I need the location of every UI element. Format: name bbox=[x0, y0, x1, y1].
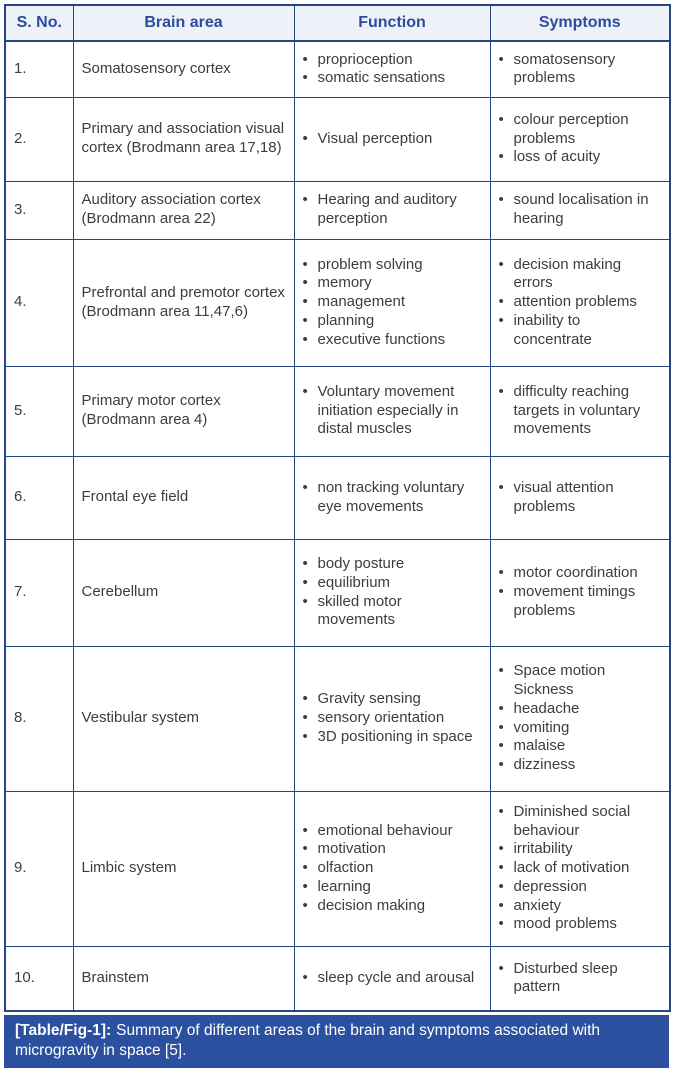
bullet-item bbox=[303, 709, 482, 728]
bullet-item bbox=[499, 840, 662, 859]
sno-cell bbox=[5, 181, 73, 239]
symptoms-cell bbox=[490, 181, 670, 239]
bullet-dot-icon: • bbox=[302, 840, 308, 858]
bullet-dot-icon: • bbox=[498, 255, 504, 273]
bullet-dot-icon: • bbox=[498, 311, 504, 329]
function-cell bbox=[294, 239, 490, 366]
bullet-item bbox=[303, 69, 482, 88]
bullet-dot-icon: • bbox=[302, 690, 308, 708]
bullet-text: depression bbox=[513, 877, 587, 895]
bullet-item bbox=[499, 148, 662, 167]
symptoms-cell bbox=[490, 366, 670, 456]
bullet-dot-icon: • bbox=[302, 69, 308, 87]
bullet-text: problem solving bbox=[317, 255, 423, 273]
bullet-dot-icon: • bbox=[498, 896, 504, 914]
bullet-dot-icon: • bbox=[302, 191, 308, 209]
bullet-item bbox=[303, 51, 482, 70]
sno-cell bbox=[5, 97, 73, 181]
bullet-item bbox=[499, 897, 662, 916]
symptoms-list bbox=[499, 111, 662, 167]
bullet-dot-icon: • bbox=[302, 478, 308, 496]
symptoms-list bbox=[499, 51, 662, 89]
function-list bbox=[303, 256, 482, 350]
brain-area-text: Brainstem bbox=[81, 968, 150, 986]
brain-area-text: Frontal eye field bbox=[81, 488, 189, 506]
brain-area-text: Somatosensory cortex bbox=[81, 59, 231, 77]
bullet-item bbox=[303, 690, 482, 709]
function-list bbox=[303, 130, 482, 149]
bullet-text: planning bbox=[317, 311, 375, 329]
function-list bbox=[303, 479, 482, 517]
bullet-item bbox=[499, 719, 662, 738]
bullet-text: anxiety bbox=[513, 896, 562, 914]
bullet-item bbox=[499, 111, 662, 149]
bullet-text: headache bbox=[513, 699, 580, 717]
table-row bbox=[5, 539, 670, 646]
brain-area-cell bbox=[73, 539, 294, 646]
table-row bbox=[5, 946, 670, 1011]
sno-cell bbox=[5, 366, 73, 456]
bullet-item bbox=[303, 312, 482, 331]
bullet-text: executive functions bbox=[317, 330, 446, 348]
symptoms-list bbox=[499, 803, 662, 934]
bullet-text: sound localisation in hearing bbox=[513, 191, 649, 227]
bullet-dot-icon: • bbox=[302, 293, 308, 311]
brain-area-text: Vestibular system bbox=[81, 709, 200, 727]
row-number: 5. bbox=[14, 401, 27, 419]
bullet-dot-icon: • bbox=[498, 110, 504, 128]
bullet-dot-icon: • bbox=[498, 915, 504, 933]
bullet-item bbox=[499, 878, 662, 897]
function-list bbox=[303, 969, 482, 988]
brain-area-cell bbox=[73, 239, 294, 366]
bullet-item bbox=[303, 293, 482, 312]
symptoms-list bbox=[499, 960, 662, 998]
brain-area-text: Auditory association cortex (Brodmann area 22) bbox=[81, 191, 261, 227]
brain-area-text: Primary and association visual cortex (Brodmann area 17,18) bbox=[81, 120, 285, 156]
row-number: 9. bbox=[14, 859, 27, 877]
symptoms-list bbox=[499, 383, 662, 439]
bullet-dot-icon: • bbox=[302, 382, 308, 400]
caption-text: Summary of different areas of the brain and symptoms associated with microgravity in space [5]. bbox=[15, 1022, 601, 1059]
bullet-text: sensory orientation bbox=[317, 709, 445, 727]
bullet-text: Gravity sensing bbox=[317, 690, 421, 708]
bullet-text: non tracking voluntary eye movements bbox=[317, 478, 465, 515]
symptoms-cell bbox=[490, 946, 670, 1011]
bullet-dot-icon: • bbox=[498, 478, 504, 496]
bullet-text: somatic sensations bbox=[317, 69, 446, 87]
bullet-item bbox=[499, 756, 662, 775]
brain-area-cell bbox=[73, 456, 294, 539]
bullet-item bbox=[303, 969, 482, 988]
bullet-dot-icon: • bbox=[302, 255, 308, 273]
bullet-item bbox=[499, 803, 662, 841]
bullet-item bbox=[499, 737, 662, 756]
bullet-text: learning bbox=[317, 877, 371, 895]
symptoms-cell bbox=[490, 239, 670, 366]
bullet-text: decision making errors bbox=[513, 255, 622, 292]
bullet-text: movement timings problems bbox=[513, 583, 636, 619]
bullet-dot-icon: • bbox=[498, 859, 504, 877]
bullet-dot-icon: • bbox=[302, 727, 308, 745]
bullet-dot-icon: • bbox=[498, 564, 504, 582]
function-cell bbox=[294, 791, 490, 946]
bullet-item bbox=[303, 878, 482, 897]
bullet-text: 3D positioning in space bbox=[317, 727, 473, 745]
brain-area-cell bbox=[73, 41, 294, 97]
bullet-dot-icon: • bbox=[302, 311, 308, 329]
bullet-dot-icon: • bbox=[302, 573, 308, 591]
brain-area-cell bbox=[73, 791, 294, 946]
brain-area-cell bbox=[73, 646, 294, 791]
bullet-item bbox=[303, 191, 482, 229]
symptoms-list bbox=[499, 564, 662, 620]
bullet-item bbox=[303, 331, 482, 350]
function-cell bbox=[294, 366, 490, 456]
bullet-item bbox=[499, 662, 662, 700]
function-cell bbox=[294, 539, 490, 646]
column-header-sno: S. No. bbox=[5, 5, 73, 41]
bullet-text: colour perception problems bbox=[513, 110, 629, 147]
figure-caption bbox=[4, 1015, 669, 1068]
bullet-dot-icon: • bbox=[498, 802, 504, 820]
bullet-text: management bbox=[317, 293, 406, 311]
bullet-dot-icon: • bbox=[498, 382, 504, 400]
bullet-dot-icon: • bbox=[498, 718, 504, 736]
bullet-dot-icon: • bbox=[302, 709, 308, 727]
bullet-item bbox=[303, 383, 482, 439]
header-row bbox=[5, 5, 670, 41]
bullet-text: loss of acuity bbox=[513, 148, 601, 166]
table-row bbox=[5, 646, 670, 791]
bullet-text: dizziness bbox=[513, 756, 576, 773]
bullet-text: vomiting bbox=[513, 718, 570, 736]
bullet-dot-icon: • bbox=[302, 968, 308, 986]
bullet-item bbox=[499, 915, 662, 934]
bullet-text: proprioception bbox=[317, 50, 413, 68]
brain-area-text: Cerebellum bbox=[81, 583, 159, 601]
bullet-dot-icon: • bbox=[302, 859, 308, 877]
bullet-text: body posture bbox=[317, 555, 405, 572]
symptoms-list bbox=[499, 662, 662, 775]
function-list bbox=[303, 191, 482, 229]
bullet-dot-icon: • bbox=[498, 583, 504, 601]
brain-area-cell bbox=[73, 366, 294, 456]
bullet-item bbox=[303, 897, 482, 916]
sno-cell bbox=[5, 646, 73, 791]
bullet-item bbox=[499, 960, 662, 998]
bullet-item bbox=[303, 574, 482, 593]
function-list bbox=[303, 822, 482, 916]
bullet-text: malaise bbox=[513, 737, 566, 755]
brain-area-cell bbox=[73, 97, 294, 181]
bullet-text: olfaction bbox=[317, 859, 374, 877]
row-number: 10. bbox=[14, 968, 35, 986]
bullet-dot-icon: • bbox=[498, 191, 504, 209]
table-body bbox=[5, 41, 670, 1011]
sno-cell bbox=[5, 791, 73, 946]
bullet-dot-icon: • bbox=[498, 737, 504, 755]
bullet-text: Visual perception bbox=[317, 129, 433, 147]
table-row bbox=[5, 791, 670, 946]
function-list bbox=[303, 51, 482, 89]
bullet-item bbox=[499, 859, 662, 878]
bullet-item bbox=[499, 700, 662, 719]
function-cell bbox=[294, 946, 490, 1011]
bullet-item bbox=[499, 51, 662, 89]
bullet-text: motor coordination bbox=[513, 564, 638, 582]
function-list bbox=[303, 690, 482, 746]
brain-area-cell bbox=[73, 946, 294, 1011]
bullet-dot-icon: • bbox=[498, 877, 504, 895]
table-row bbox=[5, 181, 670, 239]
row-number: 6. bbox=[14, 488, 27, 506]
bullet-text: motivation bbox=[317, 840, 386, 858]
symptoms-cell bbox=[490, 41, 670, 97]
row-number: 1. bbox=[14, 59, 27, 77]
function-cell bbox=[294, 456, 490, 539]
brain-areas-table bbox=[4, 4, 671, 1012]
function-cell bbox=[294, 97, 490, 181]
function-cell bbox=[294, 181, 490, 239]
bullet-item bbox=[303, 840, 482, 859]
bullet-text: Voluntary movement initiation especially in distal muscles bbox=[317, 382, 459, 438]
table-row bbox=[5, 456, 670, 539]
bullet-dot-icon: • bbox=[302, 592, 308, 610]
bullet-text: visual attention problems bbox=[513, 478, 614, 515]
bullet-text: Disturbed sleep pattern bbox=[513, 959, 618, 996]
sno-cell bbox=[5, 456, 73, 539]
bullet-text: somatosensory problems bbox=[513, 50, 616, 87]
bullet-dot-icon: • bbox=[498, 840, 504, 858]
bullet-item bbox=[499, 383, 662, 439]
brain-area-text: Prefrontal and premotor cortex (Brodmann area 11,47,6) bbox=[81, 283, 285, 320]
brain-area-text: Limbic system bbox=[81, 859, 177, 877]
bullet-dot-icon: • bbox=[498, 756, 504, 773]
bullet-dot-icon: • bbox=[498, 662, 504, 680]
symptoms-cell bbox=[490, 456, 670, 539]
bullet-item bbox=[303, 859, 482, 878]
bullet-text: skilled motor movements bbox=[317, 592, 402, 629]
bullet-dot-icon: • bbox=[302, 555, 308, 572]
bullet-item bbox=[303, 822, 482, 841]
bullet-text: Space motion Sickness bbox=[513, 662, 606, 698]
row-number: 4. bbox=[14, 293, 27, 311]
bullet-dot-icon: • bbox=[498, 959, 504, 977]
symptoms-cell bbox=[490, 646, 670, 791]
bullet-text: difficulty reaching targets in voluntary movements bbox=[513, 382, 641, 438]
symptoms-cell bbox=[490, 97, 670, 181]
bullet-dot-icon: • bbox=[302, 330, 308, 348]
table-row bbox=[5, 366, 670, 456]
bullet-dot-icon: • bbox=[302, 274, 308, 292]
sno-cell bbox=[5, 41, 73, 97]
bullet-text: emotional behaviour bbox=[317, 821, 453, 839]
bullet-item bbox=[499, 479, 662, 517]
sno-cell bbox=[5, 239, 73, 366]
bullet-item bbox=[303, 274, 482, 293]
brain-area-text: Primary motor cortex (Brodmann area 4) bbox=[81, 392, 221, 428]
bullet-text: mood problems bbox=[513, 915, 617, 933]
table-header bbox=[5, 5, 670, 41]
bullet-dot-icon: • bbox=[498, 699, 504, 717]
bullet-text: decision making bbox=[317, 896, 426, 914]
bullet-text: inability to concentrate bbox=[513, 311, 592, 348]
bullet-item bbox=[499, 293, 662, 312]
bullet-item bbox=[303, 555, 482, 574]
bullet-item bbox=[303, 728, 482, 747]
bullet-text: Hearing and auditory perception bbox=[317, 191, 457, 227]
function-cell bbox=[294, 646, 490, 791]
column-header-brain-area: Brain area bbox=[73, 5, 294, 41]
bullet-item bbox=[499, 583, 662, 621]
bullet-item bbox=[303, 256, 482, 275]
symptoms-cell bbox=[490, 791, 670, 946]
column-header-symptoms: Symptoms bbox=[490, 5, 670, 41]
function-list bbox=[303, 383, 482, 439]
bullet-item bbox=[499, 564, 662, 583]
bullet-item bbox=[499, 312, 662, 350]
bullet-item bbox=[303, 130, 482, 149]
table-row bbox=[5, 239, 670, 366]
bullet-item bbox=[303, 479, 482, 517]
bullet-item bbox=[303, 593, 482, 631]
sno-cell bbox=[5, 946, 73, 1011]
table-row bbox=[5, 41, 670, 97]
symptoms-cell bbox=[490, 539, 670, 646]
bullet-dot-icon: • bbox=[498, 293, 504, 311]
function-list bbox=[303, 555, 482, 630]
symptoms-list bbox=[499, 191, 662, 229]
bullet-dot-icon: • bbox=[302, 821, 308, 839]
bullet-text: sleep cycle and arousal bbox=[317, 968, 475, 986]
table-row bbox=[5, 97, 670, 181]
bullet-dot-icon: • bbox=[498, 50, 504, 68]
bullet-text: equilibrium bbox=[317, 573, 391, 591]
bullet-dot-icon: • bbox=[302, 50, 308, 68]
bullet-dot-icon: • bbox=[302, 129, 308, 147]
row-number: 3. bbox=[14, 200, 27, 218]
sno-cell bbox=[5, 539, 73, 646]
caption-label: [Table/Fig-1]: bbox=[15, 1022, 112, 1039]
bullet-text: lack of motivation bbox=[513, 859, 630, 877]
bullet-item bbox=[499, 256, 662, 294]
row-number: 8. bbox=[14, 709, 27, 727]
bullet-dot-icon: • bbox=[498, 148, 504, 166]
bullet-text: memory bbox=[317, 274, 372, 292]
bullet-dot-icon: • bbox=[302, 896, 308, 914]
row-number: 7. bbox=[14, 583, 27, 601]
bullet-text: attention problems bbox=[513, 293, 637, 311]
bullet-text: Diminished social behaviour bbox=[513, 802, 631, 839]
row-number: 2. bbox=[14, 129, 27, 147]
brain-area-cell bbox=[73, 181, 294, 239]
bullet-item bbox=[499, 191, 662, 229]
column-header-function: Function bbox=[294, 5, 490, 41]
symptoms-list bbox=[499, 256, 662, 350]
symptoms-list bbox=[499, 479, 662, 517]
function-cell bbox=[294, 41, 490, 97]
bullet-dot-icon: • bbox=[302, 877, 308, 895]
bullet-text: irritability bbox=[513, 840, 573, 858]
